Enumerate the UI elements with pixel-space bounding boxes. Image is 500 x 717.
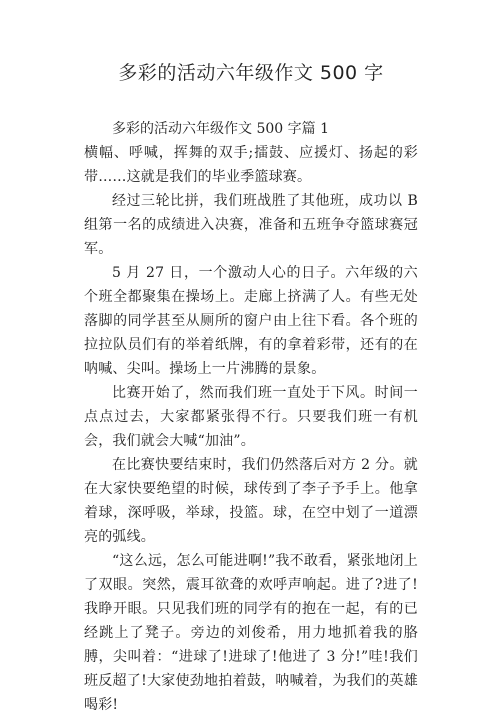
- document-subtitle: 多彩的活动六年级作文 500 字篇 1: [112, 121, 329, 137]
- document-title: 多彩的活动六年级作文 500 字: [118, 62, 384, 84]
- body-paragraph: “这么远，怎么可能进啊!”我不敢看，紧张地闭上了双眼。突然，震耳欲聋的欢呼声响起。进了?进了!我睁开眼。只见我们班的同学有的抱在一起，有的已经跳上了凳子。旁边的刘俊希，用力地抓着我的胳膊，尖叫着：“进球了!进球了!他进了 3 分!”哇!我们班反超了!大家使劲地拍着鼓，呐喊着，为我们的英雄喝彩!: [84, 553, 418, 713]
- body-paragraph: 在比赛快要结束时，我们仍然落后对方 2 分。就在大家快要绝望的时候，球传到了李子予手上。他拿着球，深呼吸，举球，投篮。球，在空中划了一道漂亮的弧线。: [84, 457, 418, 545]
- document-body: [84, 141, 418, 717]
- body-paragraph: 经过三轮比拼，我们班战胜了其他班，成功以 B 组第一名的成绩进入决赛，准备和五班争夺篮球赛冠军。: [84, 193, 418, 257]
- body-paragraph: 5 月 27 日，一个激动人心的日子。六年级的六个班全都聚集在操场上。走廊上挤满了人。有些无处落脚的同学甚至从厕所的窗户由上往下看。各个班的拉拉队员们有的举着纸牌，有的拿着彩带，还有的在呐喊、尖叫。操场上一片沸腾的景象。: [84, 265, 418, 377]
- body-paragraph: 横幅、呼喊，挥舞的双手;擂鼓、应援灯、扬起的彩带……这就是我们的毕业季篮球赛。: [84, 145, 418, 185]
- body-paragraph: 比赛开始了，然而我们班一直处于下风。时间一点点过去，大家都紧张得不行。只要我们班一有机会，我们就会大喊“加油”。: [84, 385, 418, 449]
